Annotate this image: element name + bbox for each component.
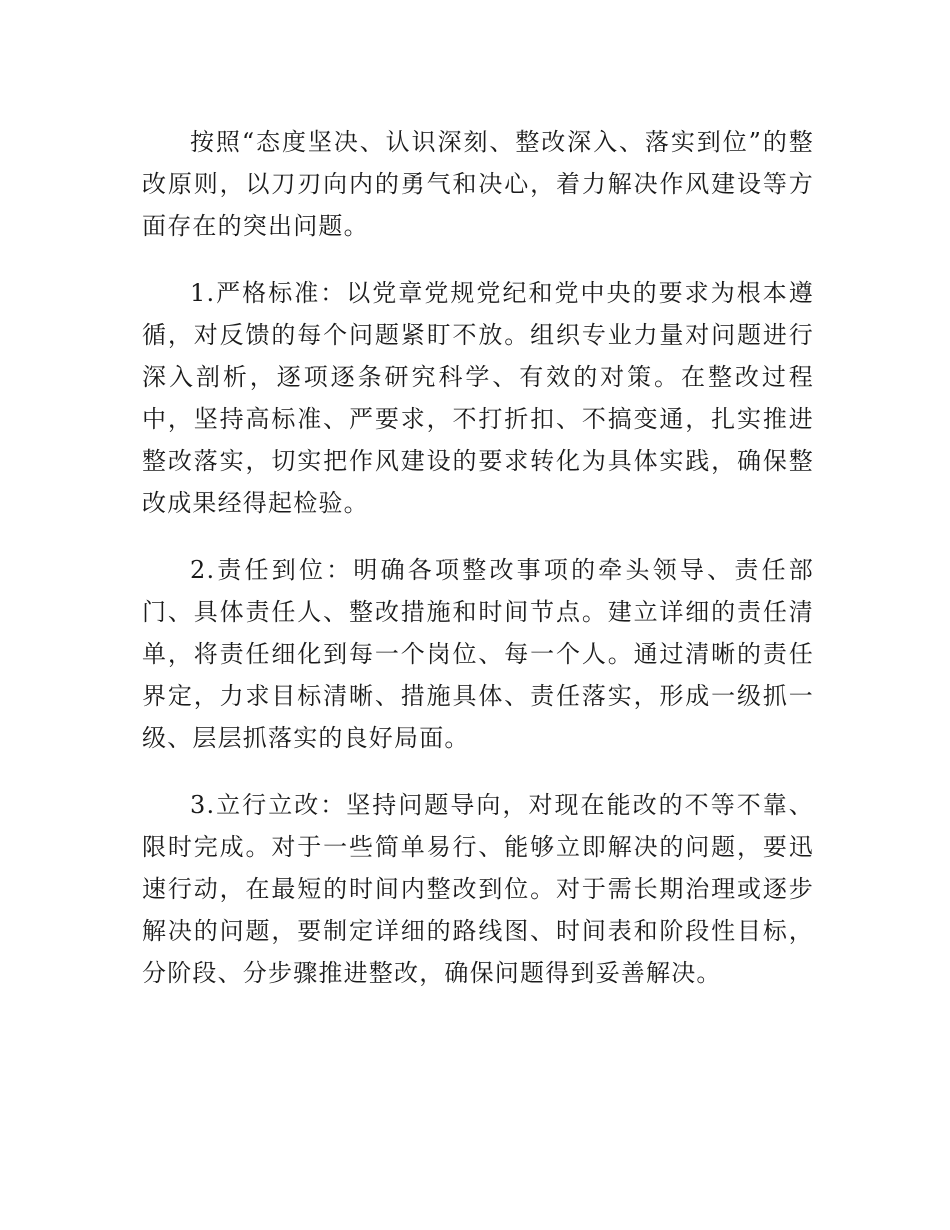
document-body xyxy=(142,121,814,1019)
paragraph-responsibility: 2.责任到位：明确各项整改事项的牵头领导、责任部门、具体责任人、整改措施和时间节点。建立详细的责任清单，将责任细化到每一个岗位、每一个人。通过清晰的责任界定，力求目标清晰、措施具体、责任落实，形成一级抓一级、层层抓落实的良好局面。 xyxy=(142,556,814,752)
paragraph-immediate-action: 3.立行立改：坚持问题导向，对现在能改的不等不靠、限时完成。对于一些简单易行、能够立即解决的问题，要迅速行动，在最短的时间内整改到位。对于需长期治理或逐步解决的问题，要制定详细的路线图、时间表和阶段性目标，分阶段、分步骤推进整改，确保问题得到妥善解决。 xyxy=(142,791,814,987)
paragraph-intro: 按照“态度坚决、认识深刻、整改深入、落实到位”的整改原则，以刀刃向内的勇气和决心，着力解决作风建设等方面存在的突出问题。 xyxy=(142,128,814,240)
paragraph-strict-standards: 1.严格标准：以党章党规党纪和党中央的要求为根本遵循，对反馈的每个问题紧盯不放。组织专业力量对问题进行深入剖析，逐项逐条研究科学、有效的对策。在整改过程中，坚持高标准、严要求，不打折扣、不搞变通，扎实推进整改落实，切实把作风建设的要求转化为具体实践，确保整改成果经得起检验。 xyxy=(142,279,814,517)
